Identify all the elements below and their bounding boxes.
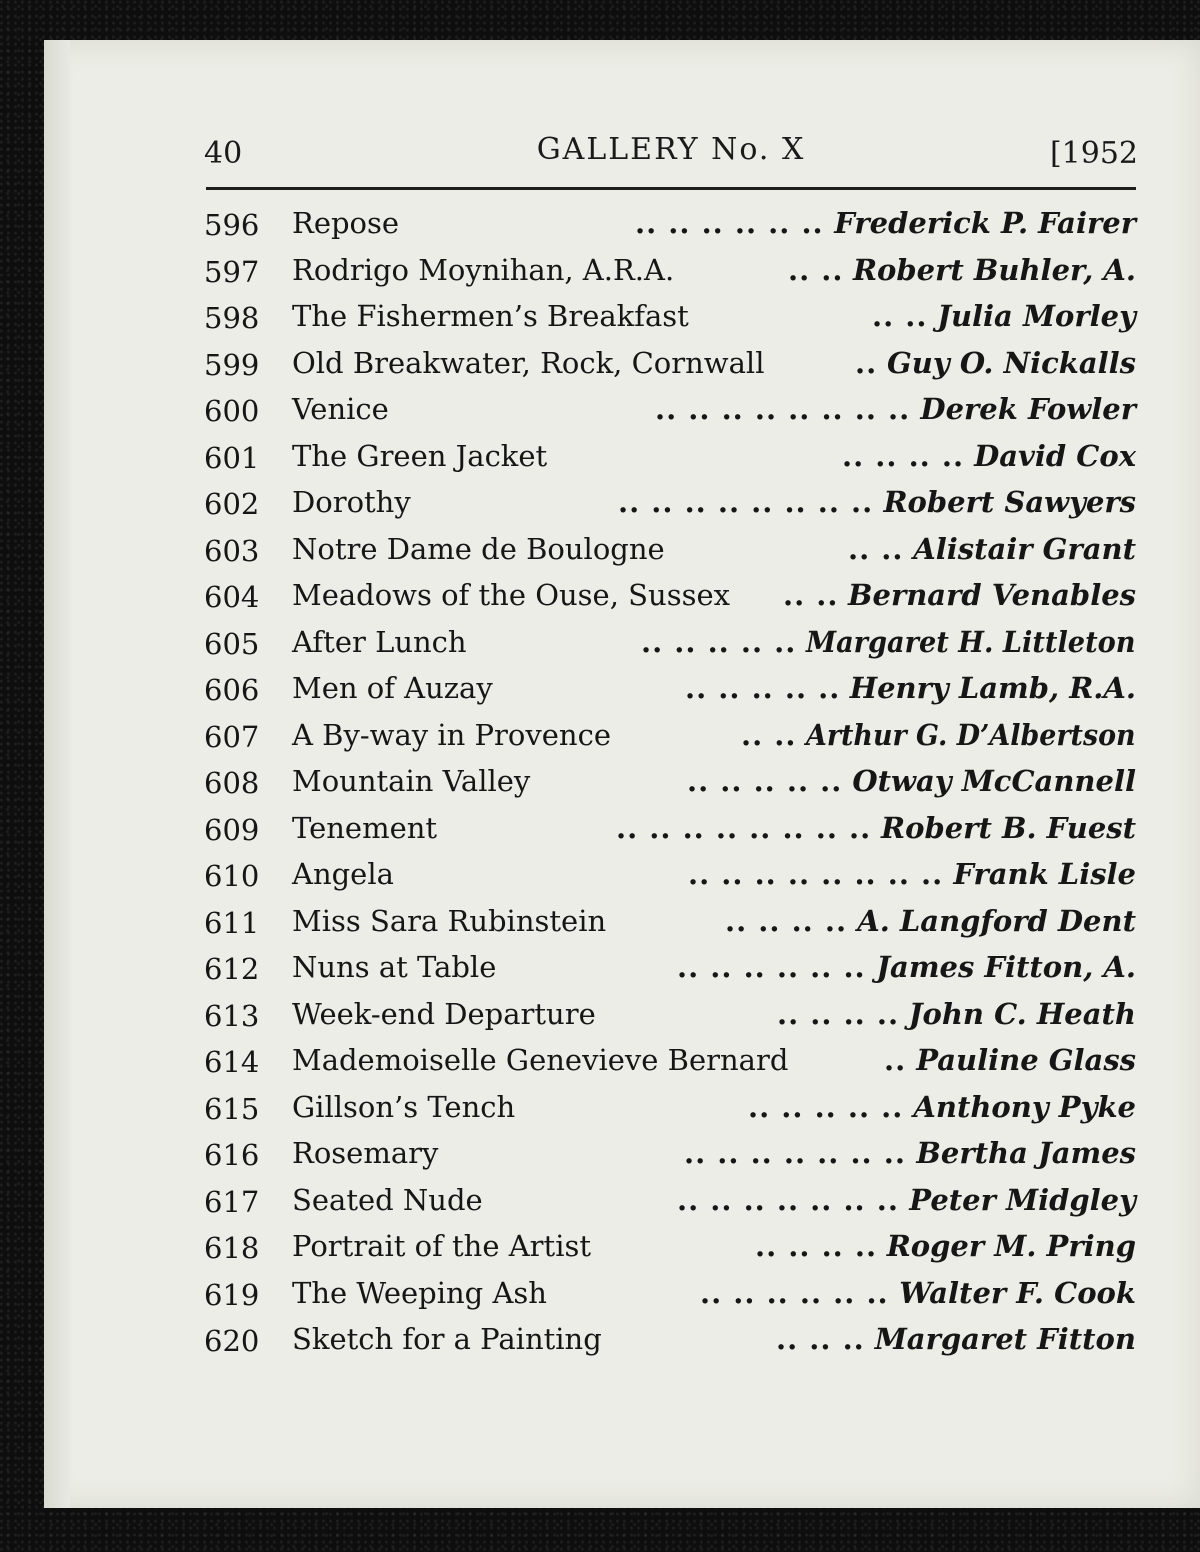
dot-leader: .. .. [741,717,797,752]
entry-title: Seated Nude [292,1182,483,1217]
entry-number: 609 [204,812,260,847]
entry-title: Angela [292,857,394,891]
page-header [204,128,1138,178]
dot-leader: .. .. .. .. [842,438,965,473]
entry-number: 620 [204,1324,260,1358]
entry-artist: Robert Buhler, A. [852,252,1136,287]
entry-number: 605 [204,626,260,661]
dot-leader: .. .. .. [776,1322,865,1356]
dot-leader: .. .. .. .. .. .. [635,206,824,240]
entry-artist: Peter Midgley [909,1182,1136,1217]
dot-leader: .. .. .. .. .. .. .. .. [655,392,911,426]
entry-title: Nuns at Table [292,950,497,984]
entry-title: Rosemary [292,1136,439,1170]
entry-title: Notre Dame de Boulogne [292,531,665,566]
entry-title: Meadows of the Ouse, Sussex [292,578,730,612]
list-item [204,1177,1138,1224]
entry-artist: Robert B. Fuest [881,810,1136,845]
entry-title: After Lunch [292,624,467,659]
entry-title: Sketch for a Painting [292,1322,602,1356]
entry-artist: Roger M. Pring [886,1229,1136,1263]
entry-artist: Alistair Grant [913,531,1136,566]
entry-title: Portrait of the Artist [292,1229,592,1263]
entry-artist: Otway McCannell [852,764,1136,798]
entry-number: 599 [204,347,260,382]
entry-number: 615 [204,1091,260,1126]
list-item [204,386,1138,433]
dot-leader: .. .. .. .. .. .. .. .. [688,857,944,891]
entry-number: 608 [204,766,260,800]
dot-leader: .. .. .. .. .. [685,671,841,705]
dot-leader: .. [884,1043,907,1077]
dot-leader: .. .. .. .. [777,996,900,1031]
entry-number: 611 [204,905,260,940]
entry-list [204,200,1138,1363]
list-item [204,1270,1138,1317]
entry-artist: Arthur G. D’Albertson [806,717,1136,752]
dot-leader: .. .. [872,299,928,333]
entry-title: Rodrigo Moynihan, A.R.A. [292,252,675,287]
entry-artist: John C. Heath [908,996,1136,1031]
gallery-title: GALLERY No. X [536,132,806,167]
entry-number: 600 [204,394,260,428]
list-item [204,991,1138,1038]
entry-title: The Fishermen’s Breakfast [292,299,689,333]
dot-leader: .. .. .. .. .. .. .. [677,1182,899,1217]
entry-artist: Derek Fowler [920,392,1136,426]
entry-artist: Anthony Pyke [913,1089,1136,1124]
list-item [204,433,1138,480]
list-item [204,619,1138,666]
dot-leader: .. .. .. .. .. .. .. .. [618,485,874,519]
entry-title: Mademoiselle Genevieve Bernard [292,1043,789,1077]
entry-artist: Bernard Venables [847,578,1136,612]
list-item [204,340,1138,387]
entry-title: Men of Auzay [292,671,493,705]
entry-number: 613 [204,998,260,1033]
dot-leader: .. .. .. .. .. .. [677,950,866,984]
entry-number: 597 [204,254,260,289]
entry-number: 596 [204,208,260,242]
entry-number: 601 [204,440,260,475]
entry-title: Tenement [292,810,438,845]
dot-leader: .. .. .. .. [755,1229,878,1263]
list-item [204,526,1138,573]
entry-title: Dorothy [292,485,411,519]
list-item [204,572,1138,619]
entry-number: 614 [204,1045,260,1079]
entry-number: 602 [204,487,260,521]
entry-artist: David Cox [974,438,1136,473]
entry-title: The Green Jacket [292,438,548,473]
list-item [204,1084,1138,1131]
list-item [204,293,1138,340]
list-item [204,1130,1138,1177]
dot-leader: .. .. .. .. .. .. [700,1275,889,1310]
page-number: 40 [204,136,243,171]
dot-leader: .. .. .. .. .. [641,624,797,659]
list-item [204,712,1138,759]
entry-artist: Margaret H. Littleton [806,624,1136,659]
header-rule [206,187,1136,190]
entry-title: Week-end Departure [292,996,596,1031]
entry-number: 610 [204,859,260,893]
entry-number: 617 [204,1184,260,1219]
dot-leader: .. .. [848,531,904,566]
page-edge [44,40,70,1508]
list-item [204,805,1138,852]
dot-leader: .. .. .. .. .. [687,764,843,798]
dot-leader: .. .. .. .. .. .. .. [684,1136,906,1170]
entry-number: 604 [204,580,260,614]
entry-title: Repose [292,206,400,240]
entry-artist: Julia Morley [937,299,1136,333]
entry-title: The Weeping Ash [292,1275,547,1310]
catalogue-year: [1952 [1049,136,1138,171]
entry-artist: Pauline Glass [916,1043,1136,1077]
dot-leader: .. .. [788,252,844,287]
list-item [204,479,1138,526]
list-item [204,247,1138,294]
entry-artist: Walter F. Cook [899,1275,1136,1310]
entry-number: 619 [204,1277,260,1312]
list-item [204,898,1138,945]
entry-artist: Margaret Fitton [874,1322,1136,1356]
entry-title: A By-way in Provence [292,717,611,752]
entry-artist: A. Langford Dent [857,903,1136,938]
entry-number: 598 [204,301,260,335]
entry-artist: Robert Sawyers [883,485,1136,519]
entry-artist: Frank Lisle [953,857,1136,891]
entry-artist: James Fitton, A. [876,950,1136,984]
entry-number: 606 [204,673,260,707]
list-item [204,758,1138,805]
entry-title: Miss Sara Rubinstein [292,903,607,938]
dot-leader: .. .. [783,578,839,612]
entry-artist: Guy O. Nickalls [887,345,1136,380]
list-item [204,1037,1138,1084]
list-item [204,944,1138,991]
list-item [204,1316,1138,1363]
entry-title: Gillson’s Tench [292,1089,516,1124]
entry-number: 603 [204,533,260,568]
entry-number: 616 [204,1138,260,1172]
entry-title: Venice [292,392,389,426]
dot-leader: .. [855,345,878,380]
entry-number: 618 [204,1231,260,1265]
entry-number: 612 [204,952,260,986]
entry-title: Mountain Valley [292,764,531,798]
dot-leader: .. .. .. .. .. [748,1089,904,1124]
entry-artist: Bertha James [916,1136,1136,1170]
list-item [204,851,1138,898]
list-item [204,200,1138,247]
list-item [204,1223,1138,1270]
entry-artist: Frederick P. Fairer [834,206,1136,240]
dot-leader: .. .. .. .. .. .. .. .. [616,810,872,845]
entry-artist: Henry Lamb, R.A. [849,671,1136,705]
entry-title: Old Breakwater, Rock, Cornwall [292,345,765,380]
dot-leader: .. .. .. .. [725,903,848,938]
list-item [204,665,1138,712]
entry-number: 607 [204,719,260,754]
